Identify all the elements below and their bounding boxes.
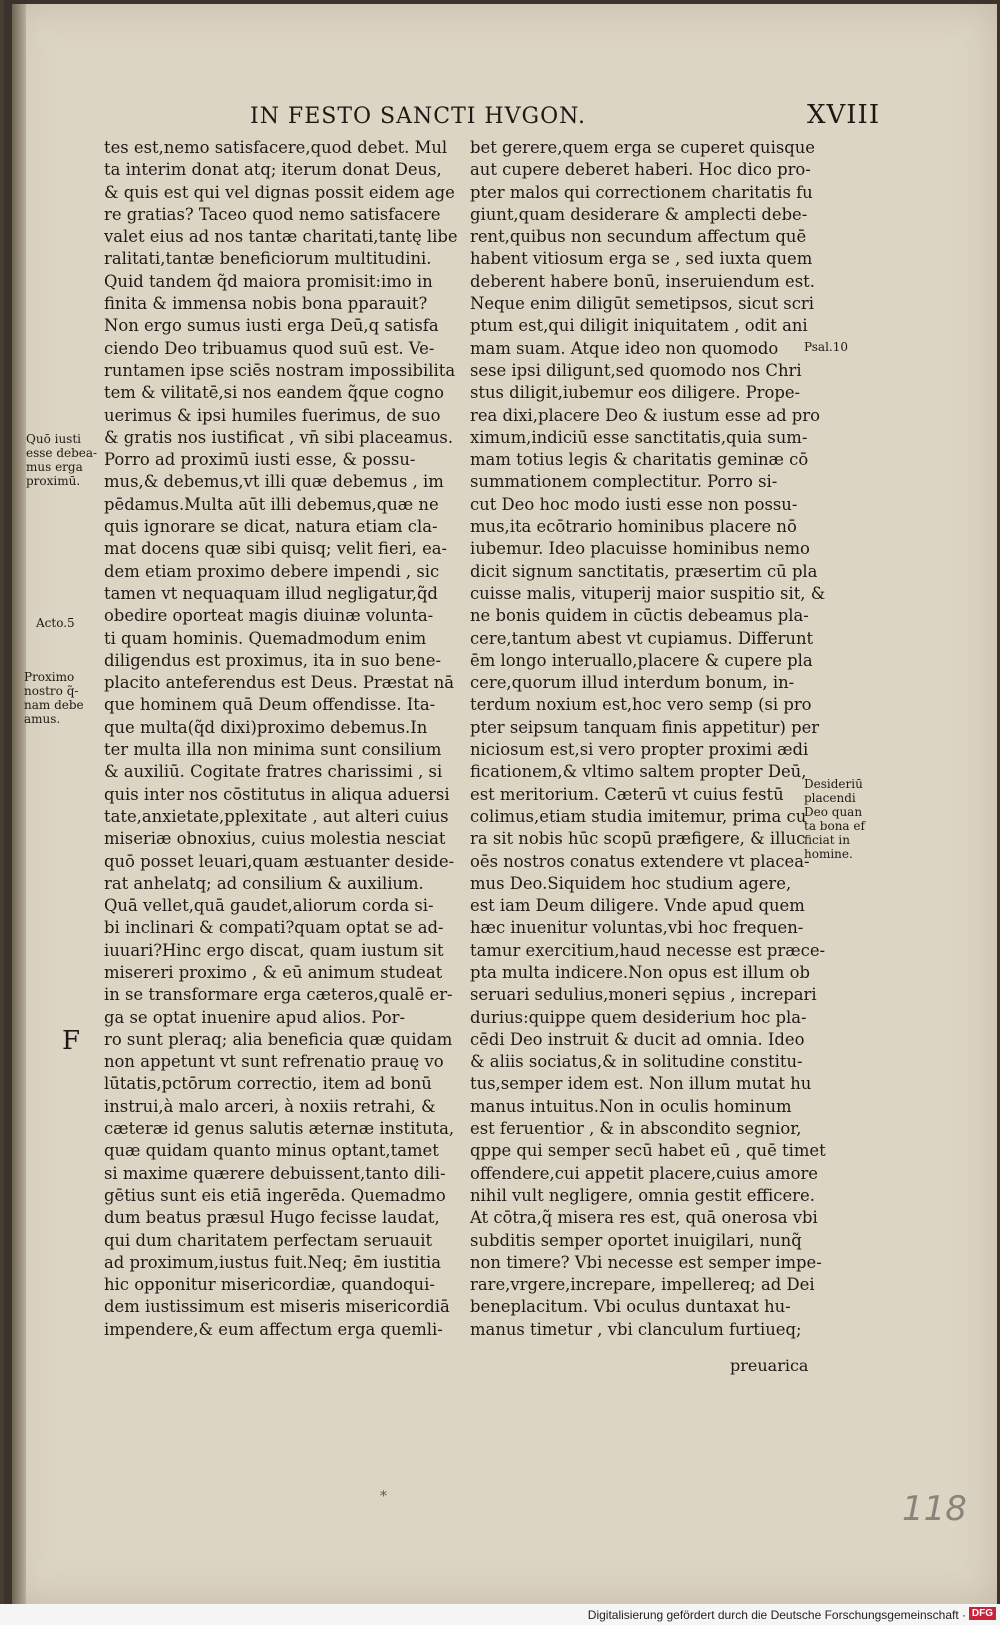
text-line: diligendus est proximus, ita in suo bene-	[104, 650, 442, 670]
text-line: in se transformare erga cæteros,qualē er-	[104, 985, 453, 1005]
text-line: cæteræ id genus salutis æternæ instituta,	[104, 1119, 455, 1139]
text-line: Neque enim diligūt semetipsos, sicut scri	[470, 294, 814, 314]
text-line: est meritorium. Cæterū vt cuius festū	[470, 784, 784, 804]
initial-letter: F	[62, 1026, 81, 1056]
text-line: tus,semper idem est. Non illum mutat hu	[470, 1074, 812, 1094]
text-line: ralitati,tantæ beneficiorum multitudini.	[104, 249, 432, 269]
text-line: rea dixi,placere Deo & iustum esse ad pro	[470, 405, 821, 425]
gloss-line: ta bona ef	[804, 819, 865, 833]
text-line: valet eius ad nos tantæ charitati,tantę libe	[104, 227, 458, 247]
gloss-line: mus erga	[26, 460, 83, 474]
text-line: lūtatis,pctōrum correctio, item ad bonū	[104, 1074, 432, 1094]
text-line: tes est,nemo satisfacere,quod debet. Mul	[104, 138, 448, 157]
text-line: oēs nostros conatus extendere vt placea-	[470, 851, 810, 871]
text-line: pter seipsum tanquam finis appetitur) per	[470, 717, 820, 737]
text-line: pta multa indicere.Non opus est illum ob	[470, 962, 810, 982]
text-line: Non ergo sumus iusti erga Deū,q satisfa	[104, 316, 439, 336]
text-line: Quid tandem q̃d maiora promisit:imo in	[104, 271, 433, 291]
text-line: dum beatus præsul Hugo fecisse laudat,	[104, 1208, 440, 1228]
text-line: & auxiliū. Cogitate fratres charissimi , si	[104, 762, 443, 782]
catchword: preuarica	[730, 1356, 809, 1375]
book-page	[12, 4, 997, 1604]
text-line: ne bonis quidem in cūctis debeamus pla-	[470, 606, 809, 626]
text-line: non appetunt vt sunt refrenatio prauę vo	[104, 1052, 444, 1072]
text-line: rat anhelatq; ad consilium & auxilium.	[104, 873, 424, 893]
gloss-line: Deo quan	[804, 805, 863, 819]
text-column-left	[104, 137, 458, 1341]
gloss-line: Quō iusti	[26, 432, 81, 446]
text-line: iubemur. Ideo placuisse hominibus nemo	[470, 539, 810, 559]
text-line: ra sit nobis hūc scopū præfigere, & illuc	[470, 829, 806, 849]
text-line: finita & immensa nobis bona pparauit?	[104, 294, 428, 314]
text-line: tamur exercitium,haud necesse est præce-	[470, 940, 826, 960]
text-line: offendere,cui appetit placere,cuius amore	[470, 1163, 818, 1183]
footer-credit: Digitalisierung gefördert durch die Deutsche Forschungsgemeinschaft ·	[587, 1608, 966, 1622]
text-line: est feruentior , & in abscondito segnior,	[470, 1119, 802, 1139]
text-line: dicit signum sanctitatis, præsertim cū pla	[470, 561, 818, 581]
left-edge-shadow	[0, 0, 4, 1604]
text-line: gētius sunt eis etiā ingerēda. Quemadmo	[104, 1185, 446, 1205]
digitization-footer	[0, 1604, 1000, 1625]
text-line: que hominem quā Deum offendisse. Ita-	[104, 695, 436, 715]
gloss-line: homine.	[804, 847, 853, 861]
text-line: hæc inuenitur voluntas,vbi hoc frequen-	[470, 918, 804, 938]
text-line: subditis semper oportet inuigilari, nunq̃	[470, 1230, 802, 1250]
text-line: re gratias? Taceo quod nemo satisfacere	[104, 204, 441, 224]
text-line: Quā vellet,quā gaudet,aliorum corda si-	[104, 896, 434, 916]
text-line: qui dum charitatem perfectam seruauit	[104, 1230, 433, 1250]
text-line: instrui,à malo arceri, à noxiis retrahi, &	[104, 1096, 436, 1116]
text-line: non timere? Vbi necesse est semper impe-	[470, 1252, 822, 1272]
text-line: quis inter nos cōstitutus in aliqua aduersi	[104, 784, 450, 804]
text-line: misereri proximo , & eū animum studeat	[104, 962, 443, 982]
gloss-line: nostro q̃-	[24, 684, 79, 698]
text-line: placito anteferendus est Deus. Præstat nā	[104, 673, 455, 693]
text-line: pter malos qui correctionem charitatis fu	[470, 182, 813, 202]
text-line: mam totius legis & charitatis geminæ cō	[470, 450, 809, 470]
text-line: beneplacitum. Vbi oculus duntaxat hu-	[470, 1297, 791, 1317]
text-line: giunt,quam desiderare & amplecti debe-	[470, 204, 808, 224]
text-line: mus,ita ecōtrario hominibus placere nō	[470, 517, 797, 537]
text-line: cut Deo hoc modo iusti esse non possu-	[470, 494, 798, 514]
text-line: sese ipsi diligunt,sed quomodo nos Chri	[470, 360, 802, 380]
text-line: runtamen ipse sciēs nostram impossibilita	[104, 360, 456, 380]
text-line: mat docens quæ sibi quisq; velit fieri, ea-	[104, 539, 448, 559]
text-line: miseriæ obnoxius, cuius molestia nesciat	[104, 829, 446, 849]
text-line: ēm longo interuallo,placere & cupere pla	[470, 650, 813, 670]
text-line: colimus,etiam studia imitemur, prima cu	[470, 806, 807, 826]
text-line: ximum,indiciū esse sanctitatis,quia sum-	[470, 427, 808, 447]
gloss-line: Desideriū	[804, 777, 863, 791]
text-line: stus diligit,iubemur eos diligere. Prope-	[470, 383, 801, 403]
gloss-line: esse debea-	[26, 446, 98, 460]
text-line: bet gerere,quem erga se cuperet quisque	[470, 138, 816, 157]
text-line: rare,vrgere,increpare, impellereq; ad Dei	[470, 1275, 815, 1295]
text-line: & quis est qui vel dignas possit eidem age	[104, 182, 455, 202]
text-line: bi inclinari & compati?quam optat se ad-	[104, 918, 444, 938]
text-line: ter multa illa non minima sunt consilium	[104, 740, 442, 760]
marginal-gloss-1	[26, 432, 97, 488]
text-line: quō posset leuari,quam æstuanter deside-	[104, 851, 455, 871]
text-line: cēdi Deo instruit & ducit ad omnia. Ideo	[470, 1029, 805, 1049]
text-line: dem etiam proximo debere impendi , sic	[104, 561, 440, 581]
text-line: tate,anxietate,pplexitate , aut alteri cuius	[104, 806, 449, 826]
book-binding-edge	[12, 4, 26, 1604]
text-line: ro sunt pleraq; alia beneficia quæ quidam	[104, 1029, 453, 1049]
gloss-line: amus.	[24, 712, 61, 726]
gloss-line: proximū.	[26, 474, 81, 488]
text-line: aut cupere deberet haberi. Hoc dico pro-	[470, 160, 811, 180]
text-line: iuuari?Hinc ergo discat, quam iustum sit	[104, 940, 444, 960]
handwritten-page-number: 118	[902, 1489, 967, 1529]
text-line: deberent habere bonū, inseruiendum est.	[470, 271, 815, 291]
text-line: pēdamus.Multa aūt illi debemus,quæ ne	[104, 494, 439, 514]
text-line: obedire oporteat magis diuinæ volunta-	[104, 606, 434, 626]
gloss-line: nam debe	[24, 698, 84, 712]
text-line: ti quam hominis. Quemadmodum enim	[104, 628, 427, 648]
text-line: ad proximum,iustus fuit.Neq; ēm iustitia	[104, 1252, 442, 1272]
text-line: ta interim donat atq; iterum donat Deus,	[104, 160, 442, 180]
gloss-line: Acto.5	[36, 616, 75, 630]
marginal-gloss-4	[804, 340, 848, 354]
text-line: quæ quidam quanto minus optant,tamet	[104, 1141, 439, 1161]
dfg-logo: DFG	[969, 1607, 996, 1620]
gloss-line: Psal.10	[804, 340, 848, 354]
text-line: hic opponitur misericordiæ, quandoqui-	[104, 1275, 435, 1295]
marginal-gloss-3	[24, 670, 84, 726]
text-line: uerimus & ipsi humiles fuerimus, de suo	[104, 405, 441, 425]
text-line: ptum est,qui diligit iniquitatem , odit ani	[470, 316, 808, 336]
text-line: que multa(q̃d dixi)proximo debemus.In	[104, 717, 428, 737]
marginal-gloss-5	[804, 777, 865, 861]
text-line: habent vitiosum erga se , sed iuxta quem	[470, 249, 813, 269]
text-line: & aliis sociatus,& in solitudine constitu-	[470, 1052, 803, 1072]
text-line: Porro ad proximū iusti esse, & possu-	[104, 450, 416, 470]
text-line: est iam Deum diligere. Vnde apud quem	[470, 896, 805, 916]
running-head-title: IN FESTO SANCTI HVGON.	[250, 104, 586, 129]
text-line: summationem complectitur. Porro si-	[470, 472, 778, 492]
text-line: mus,& debemus,vt illi quæ debemus , im	[104, 472, 444, 492]
text-line: mam suam. Atque ideo non quomodo	[470, 338, 779, 358]
text-line: dem iustissimum est miseris misericordiā	[104, 1297, 450, 1317]
text-line: tamen vt nequaquam illud negligatur,q̃d	[104, 583, 438, 603]
ink-mark: ⁎	[380, 1484, 387, 1500]
text-line: tem & vilitatē,si nos eandem q̃que cogno	[104, 383, 444, 403]
text-line: cuisse malis, vituperij maior suspitio sit, &	[470, 583, 826, 603]
gloss-line: Proximo	[24, 670, 75, 684]
text-line: niciosum est,si vero propter proximi ædi	[470, 740, 809, 760]
text-line: rent,quibus non secundum affectum quē	[470, 227, 807, 247]
text-line: seruari sedulius,moneri sępius , increpari	[470, 985, 817, 1005]
text-line: impendere,& eum affectum erga quemli-	[104, 1319, 443, 1339]
text-line: mus Deo.Siquidem hoc studium agere,	[470, 873, 792, 893]
text-line: & gratis nos iustificat , vn̄ sibi placeamus.	[104, 427, 454, 447]
text-line: ga se optat inuenire apud alios. Por-	[104, 1007, 405, 1027]
marginal-gloss-2	[36, 616, 75, 630]
text-line: quis ignorare se dicat, natura etiam cla-	[104, 517, 438, 537]
folio-number: XVIII	[807, 100, 881, 130]
text-line: cere,quorum illud interdum bonum, in-	[470, 673, 795, 693]
text-line: terdum noxium est,hoc vero semp (si pro	[470, 695, 812, 715]
text-line: ciendo Deo tribuamus quod suū est. Ve-	[104, 338, 435, 358]
text-line: At cōtra,q̃ misera res est, quā onerosa vbi	[470, 1208, 818, 1228]
gloss-line: ficiat in	[804, 833, 850, 847]
text-line: manus intuitus.Non in oculis hominum	[470, 1096, 792, 1116]
text-line: qppe qui semper secū habet eū , quē timet	[470, 1141, 826, 1161]
text-line: si maxime quærere debuissent,tanto dili-	[104, 1163, 446, 1183]
text-line: cere,tantum abest vt cupiamus. Differunt	[470, 628, 814, 648]
gloss-line: placendi	[804, 791, 856, 805]
text-line: manus timetur , vbi clanculum furtiueq;	[470, 1319, 802, 1339]
text-line: durius:quippe quem desiderium hoc pla-	[470, 1007, 807, 1027]
text-line: ficationem,& vltimo saltem propter Deū,	[470, 762, 807, 782]
text-line: nihil vult negligere, omnia gestit efficere.	[470, 1185, 815, 1205]
